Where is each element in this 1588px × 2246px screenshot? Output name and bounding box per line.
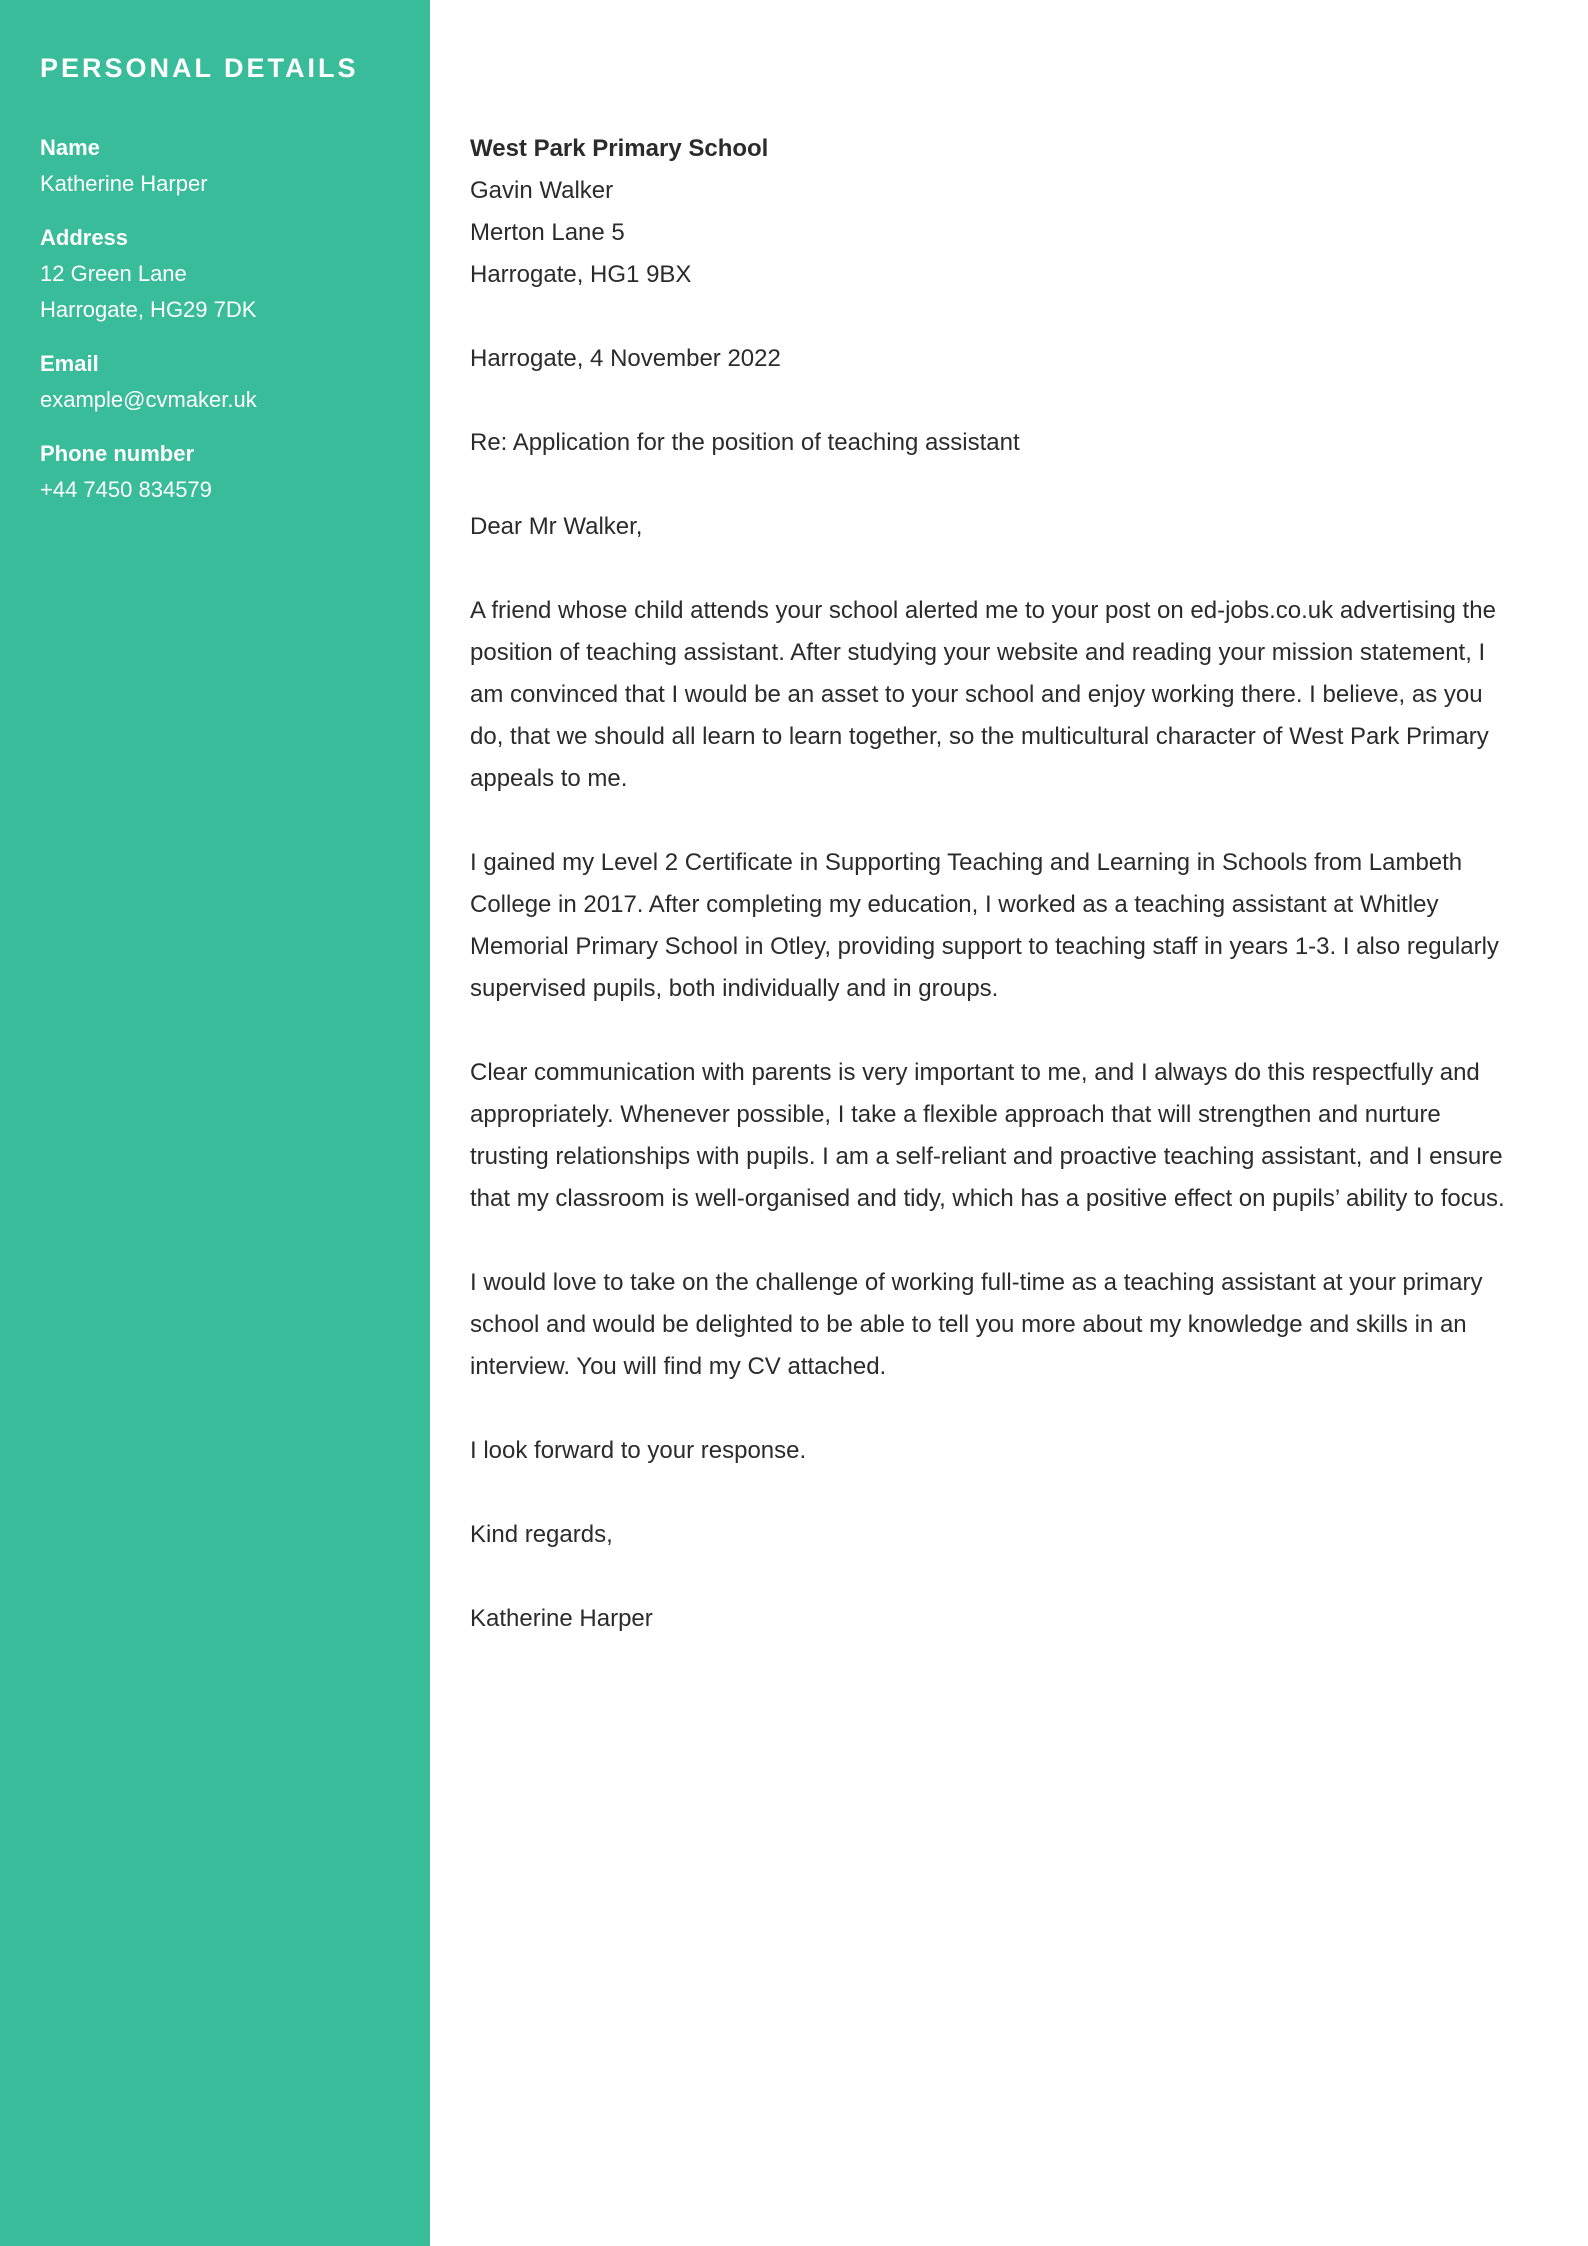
letter-paragraph: A friend whose child attends your school alerted me to your post on ed-jobs.co.uk advertising the position of teaching assistant. After studying your website and reading your mission statement, I am convinced that I would be an asset to your school and enjoy working there. I believe, as you do, that we should all learn to learn together, so the multicultural character of West Park Primary appeals to me. <box>470 597 1496 792</box>
detail-phone <box>40 436 430 508</box>
letter-subject: Re: Application for the position of teaching assistant <box>470 429 1020 456</box>
recipient-organization: West Park Primary School <box>470 135 769 162</box>
detail-value: +44 7450 834579 <box>40 477 212 502</box>
letter-salutation: Dear Mr Walker, <box>470 513 643 540</box>
letter-date: Harrogate, 4 November 2022 <box>470 345 781 372</box>
recipient-street: Merton Lane 5 <box>470 219 625 246</box>
letter-body <box>470 128 1510 1640</box>
detail-email <box>40 346 430 418</box>
detail-value: Harrogate, HG29 7DK <box>40 297 257 322</box>
letter-paragraph: Clear communication with parents is very important to me, and I always do this respectfully and appropriately. Whenever possible, I take a flexible approach that will strengthen and nurture trusting relationships with pupils. I am a self-reliant and proactive teaching assistant, and I ensure that my classroom is well-organised and tidy, which has a positive effect on pupils’ ability to focus. <box>470 1059 1505 1212</box>
recipient-city: Harrogate, HG1 9BX <box>470 261 692 288</box>
detail-label: Name <box>40 135 100 160</box>
letter-paragraph: I would love to take on the challenge of working full-time as a teaching assistant at your primary school and would be delighted to be able to tell you more about my knowledge and skills in an interview. You will find my CV attached. <box>470 1269 1483 1380</box>
letter-closing-line: I look forward to your response. <box>470 1437 807 1464</box>
detail-address <box>40 220 430 328</box>
personal-details-sidebar <box>0 0 430 2246</box>
recipient-block <box>470 128 1510 296</box>
detail-value: 12 Green Lane <box>40 261 187 286</box>
detail-label: Address <box>40 225 129 250</box>
detail-name <box>40 130 430 202</box>
detail-value: Katherine Harper <box>40 171 208 196</box>
letter-signature: Katherine Harper <box>470 1605 653 1632</box>
recipient-contact: Gavin Walker <box>470 177 614 204</box>
detail-label: Phone number <box>40 441 195 466</box>
detail-value: example@cvmaker.uk <box>40 387 257 412</box>
letter-paragraph: I gained my Level 2 Certificate in Supporting Teaching and Learning in Schools from Lambeth College in 2017. After completing my education, I worked as a teaching assistant at Whitley Memorial Primary School in Otley, providing support to teaching staff in years 1-3. I also regularly supervised pupils, both individually and in groups. <box>470 849 1499 1002</box>
letter-sign-off: Kind regards, <box>470 1521 613 1548</box>
detail-label: Email <box>40 351 99 376</box>
sidebar-title: PERSONAL DETAILS <box>40 53 359 83</box>
